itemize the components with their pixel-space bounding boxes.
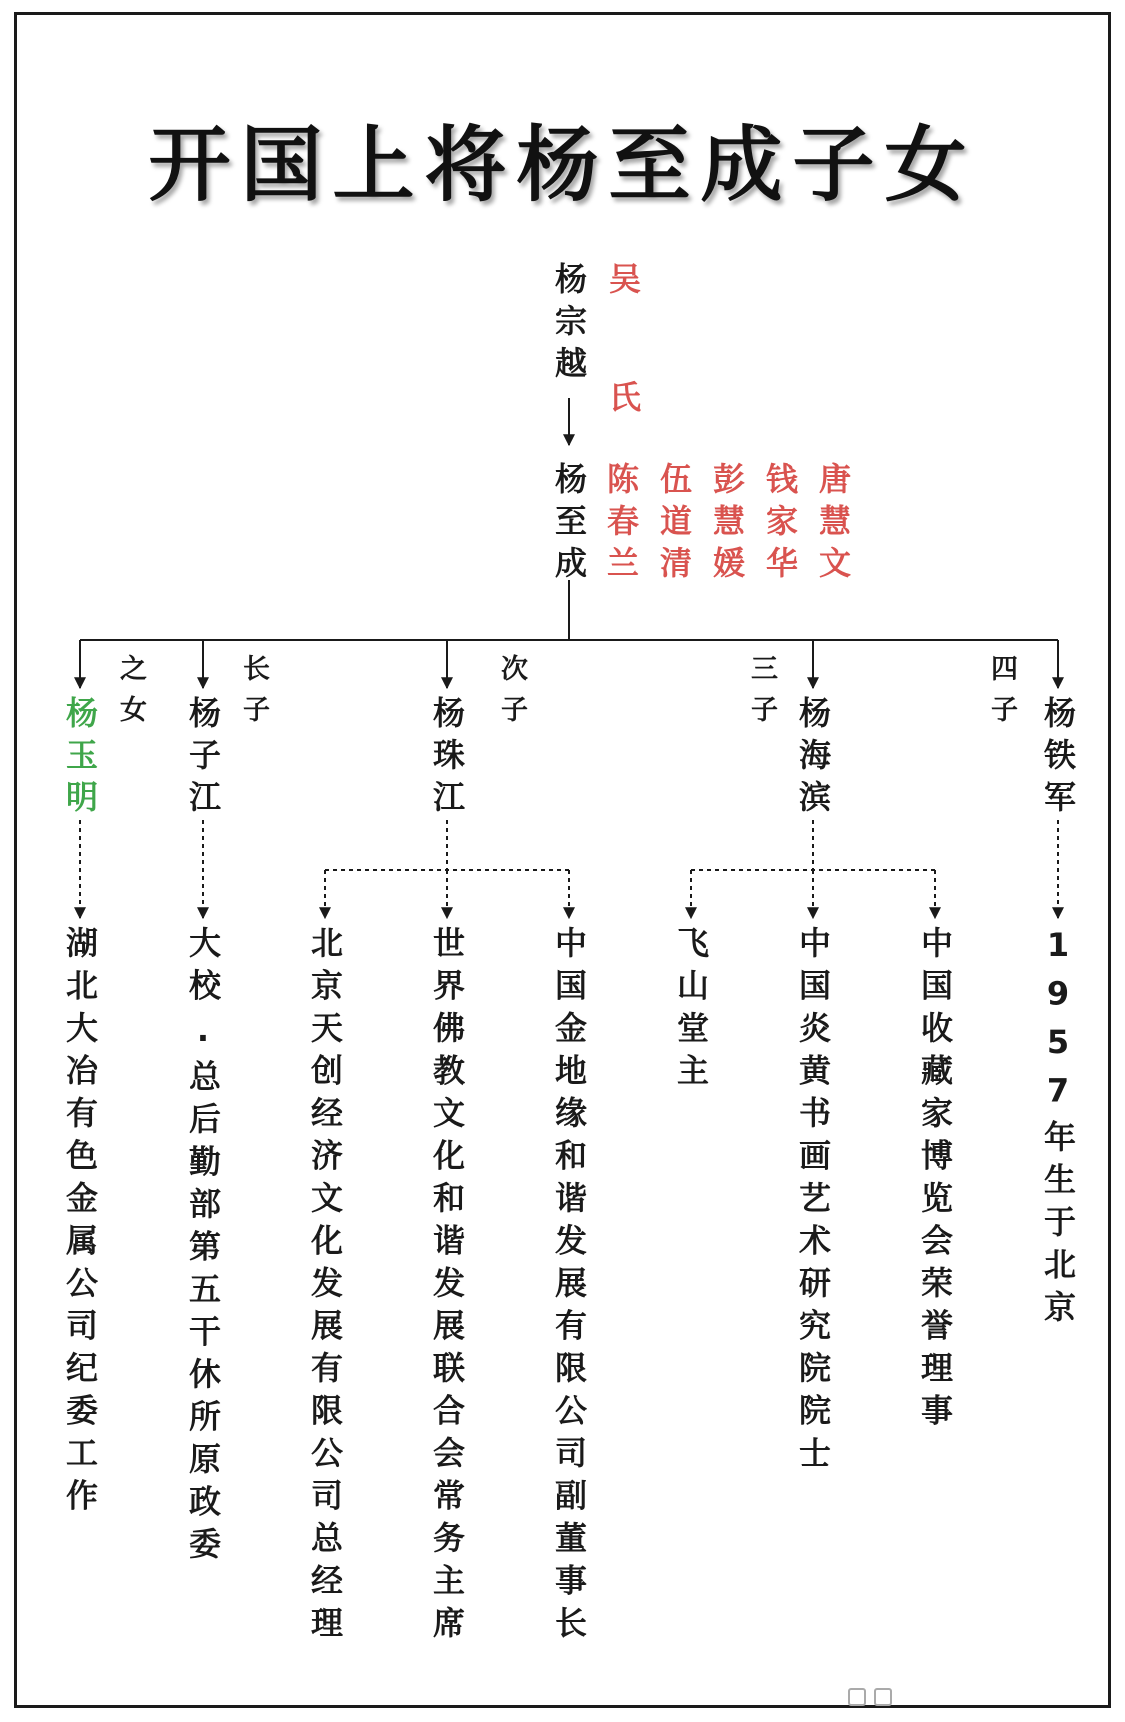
position-child-5: 1957年生于北京: [1039, 926, 1077, 1333]
position-child-4-c: 中国收藏家博览会荣誉理事: [916, 926, 954, 1436]
wife-4: 钱家华: [761, 462, 799, 588]
position-child-3-a: 北京天创经济文化发展有限公司总经理: [306, 926, 344, 1649]
bottom-toolbar: [848, 1688, 904, 1706]
wife-3: 彭慧媛: [708, 462, 746, 588]
child-label-4: 三子: [746, 654, 777, 736]
child-name-2: 杨子江: [184, 696, 222, 822]
child-name-1: 杨玉明: [61, 696, 99, 822]
wife-1: 陈春兰: [602, 462, 640, 588]
position-child-3-b: 世界佛教文化和谐发展联合会常务主席: [428, 926, 466, 1649]
position-child-2: 大校.总后勤部第五干休所原政委: [184, 926, 222, 1570]
child-label-3: 次子: [496, 654, 527, 736]
child-name-4: 杨海滨: [794, 696, 832, 822]
child-label-1: 之女: [115, 654, 146, 736]
wife-2: 伍道清: [655, 462, 693, 588]
page-icon: [874, 1688, 892, 1706]
subject-name: 杨至成: [550, 462, 588, 588]
position-child-4-a: 飞山堂主: [672, 926, 710, 1096]
position-child-3-c: 中国金地缘和谐发展有限公司副董事长: [550, 926, 588, 1649]
child-name-5: 杨铁军: [1039, 696, 1077, 822]
child-name-3: 杨珠江: [428, 696, 466, 822]
grandfather-name: 杨宗越: [550, 262, 588, 388]
grandmother-name: 吴 氏: [604, 262, 642, 436]
wife-5: 唐慧文: [814, 462, 852, 588]
page-icon: [848, 1688, 866, 1706]
position-child-4-b: 中国炎黄书画艺术研究院院士: [794, 926, 832, 1479]
diagram-title: 开国上将杨至成子女: [148, 117, 977, 213]
child-label-5: 四子: [986, 654, 1017, 736]
child-label-2: 长子: [238, 654, 269, 736]
position-child-1: 湖北大冶有色金属公司纪委工作: [61, 926, 99, 1521]
